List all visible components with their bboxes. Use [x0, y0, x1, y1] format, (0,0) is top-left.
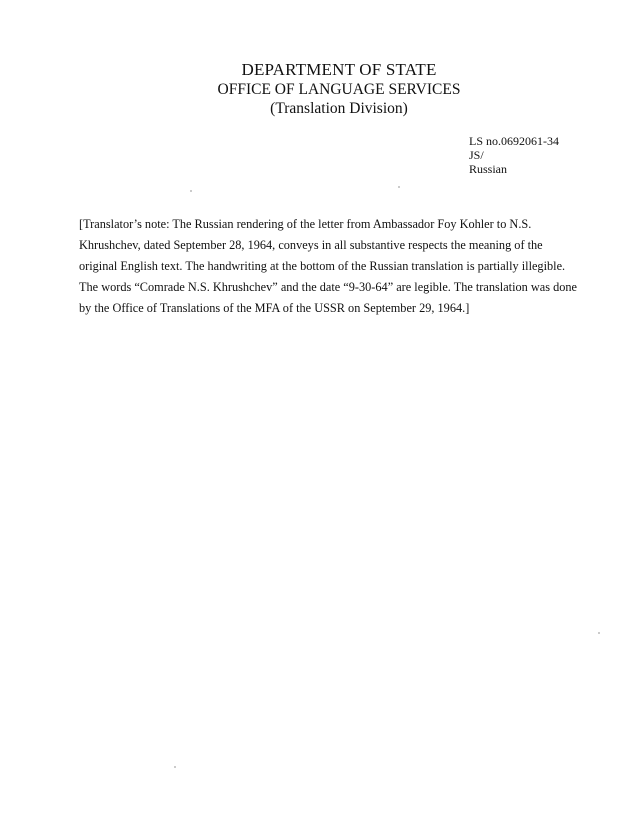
- translator-initials: JS/: [469, 148, 484, 162]
- ls-number: LS no.0692061-34: [469, 134, 559, 148]
- letterhead: [0, 60, 638, 118]
- reference-block: [469, 134, 559, 176]
- scan-speck: [598, 632, 600, 634]
- department-title: DEPARTMENT OF STATE: [241, 60, 437, 79]
- translator-note: [Translator’s note: The Russian rendering of the letter from Ambassador Foy Kohler to N.S. Khrushchev, dated September 28, 1964, conveys in all substantive respects the meaning of the original English text. The handwriting at the bottom of the Russian translation is partially illegible. The words “Comrade N.S. Khrushchev” and the date “9-30-64” are legible. The translation was done by the Office of Translations of the MFA of the USSR on September 29, 1964.]: [79, 217, 577, 315]
- office-title: OFFICE OF LANGUAGE SERVICES: [217, 81, 461, 98]
- scan-speck: [174, 766, 176, 768]
- scan-speck: [190, 190, 192, 192]
- division-title: (Translation Division): [270, 100, 408, 117]
- scan-speck: [398, 186, 400, 188]
- source-language: Russian: [469, 162, 508, 176]
